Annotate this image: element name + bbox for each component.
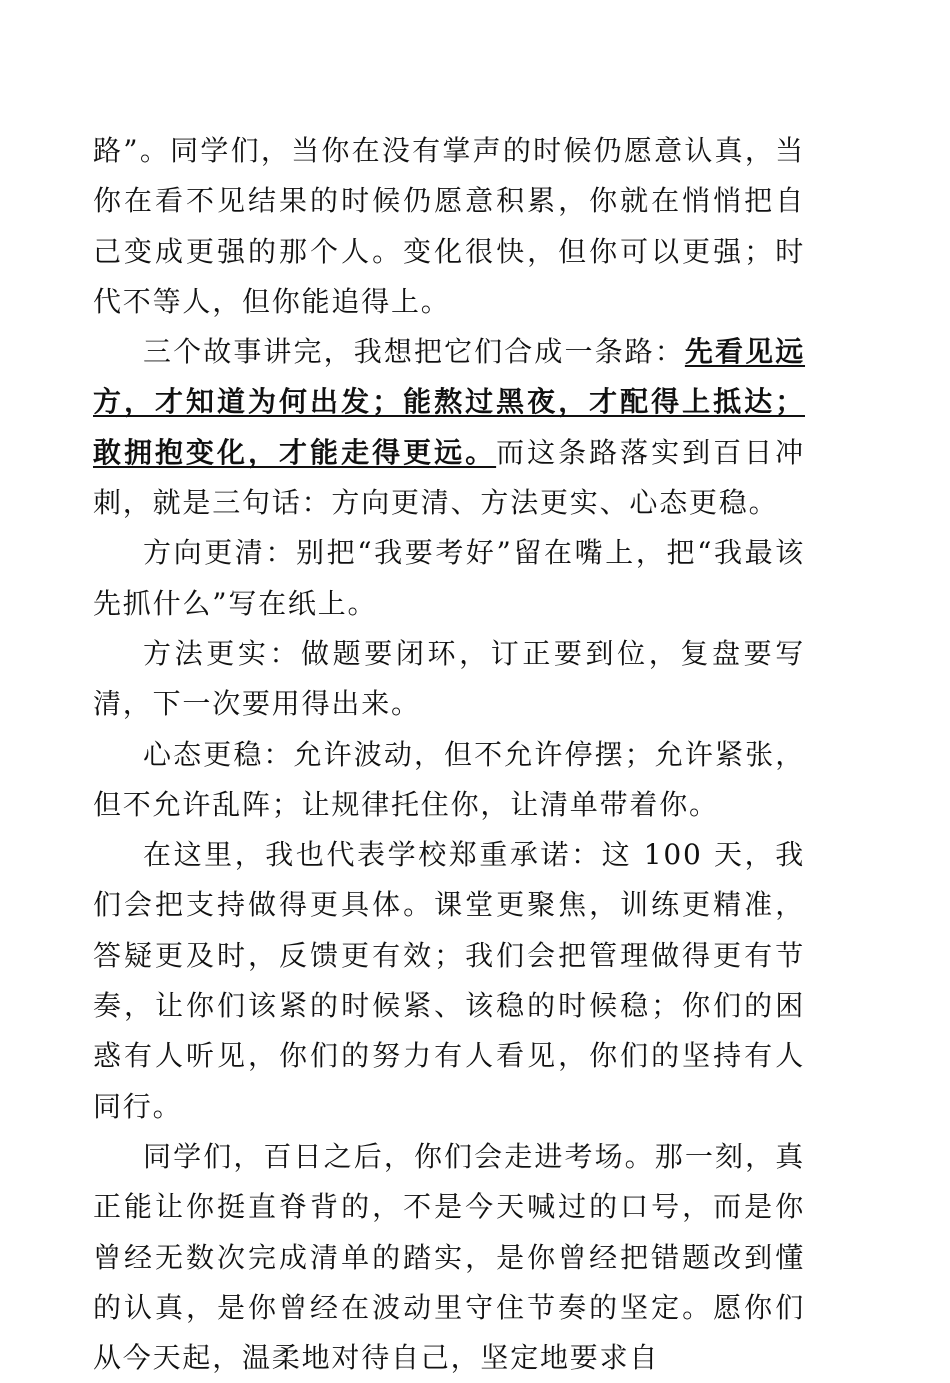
paragraph-7: 同学们，百日之后，你们会走进考场。那一刻，真正能让你挺直脊背的，不是今天喊过的口号，而是你曾经无数次完成清单的踏实，是你曾经把错题改到懂的认真，是你曾经在波动里守住节奏的坚定。愿你们从今天起，温柔地对待自己，坚定地要求自 xyxy=(93,1139,805,1375)
paragraph-2-lead: 三个故事讲完，我想把它们合成一条路： xyxy=(143,335,685,369)
paragraph-2 xyxy=(93,327,805,528)
paragraph-3: 方向更清：别把“我要考好”留在嘴上，把“我最该先抓什么”写在纸上。 xyxy=(93,536,805,620)
paragraph-2-emphasis: 先看见远方，才知道为何出发；能熬过黑夜，才配得上抵达；敢拥抱变化，才能走得更远。 xyxy=(93,335,806,469)
paragraph-1: 路”。同学们，当你在没有掌声的时候仍愿意认真，当你在看不见结果的时候仍愿意积累，你就在悄悄把自己变成更强的那个人。变化很快，但你可以更强；时代不等人，但你能追得上。 xyxy=(93,134,805,318)
paragraph-6: 在这里，我也代表学校郑重承诺：这 100 天，我们会把支持做得更具体。课堂更聚焦，训练更精准，答疑更及时，反馈更有效；我们会把管理做得更有节奏，让你们该紧的时候紧、该稳的时候稳；你们的困惑有人听见，你们的努力有人看见，你们的坚持有人同行。 xyxy=(93,838,805,1123)
paragraph-5: 心态更稳：允许波动，但不允许停摆；允许紧张，但不允许乱阵；让规律托住你，让清单带着你。 xyxy=(93,737,805,821)
document-body xyxy=(93,126,805,1383)
paragraph-4: 方法更实：做题要闭环，订正要到位，复盘要写清，下一次要用得出来。 xyxy=(93,636,805,721)
paragraph-2-tail: 而这条路落实到百日冲刺，就是三句话：方向更清、方法更实、心态更稳。 xyxy=(93,435,805,520)
